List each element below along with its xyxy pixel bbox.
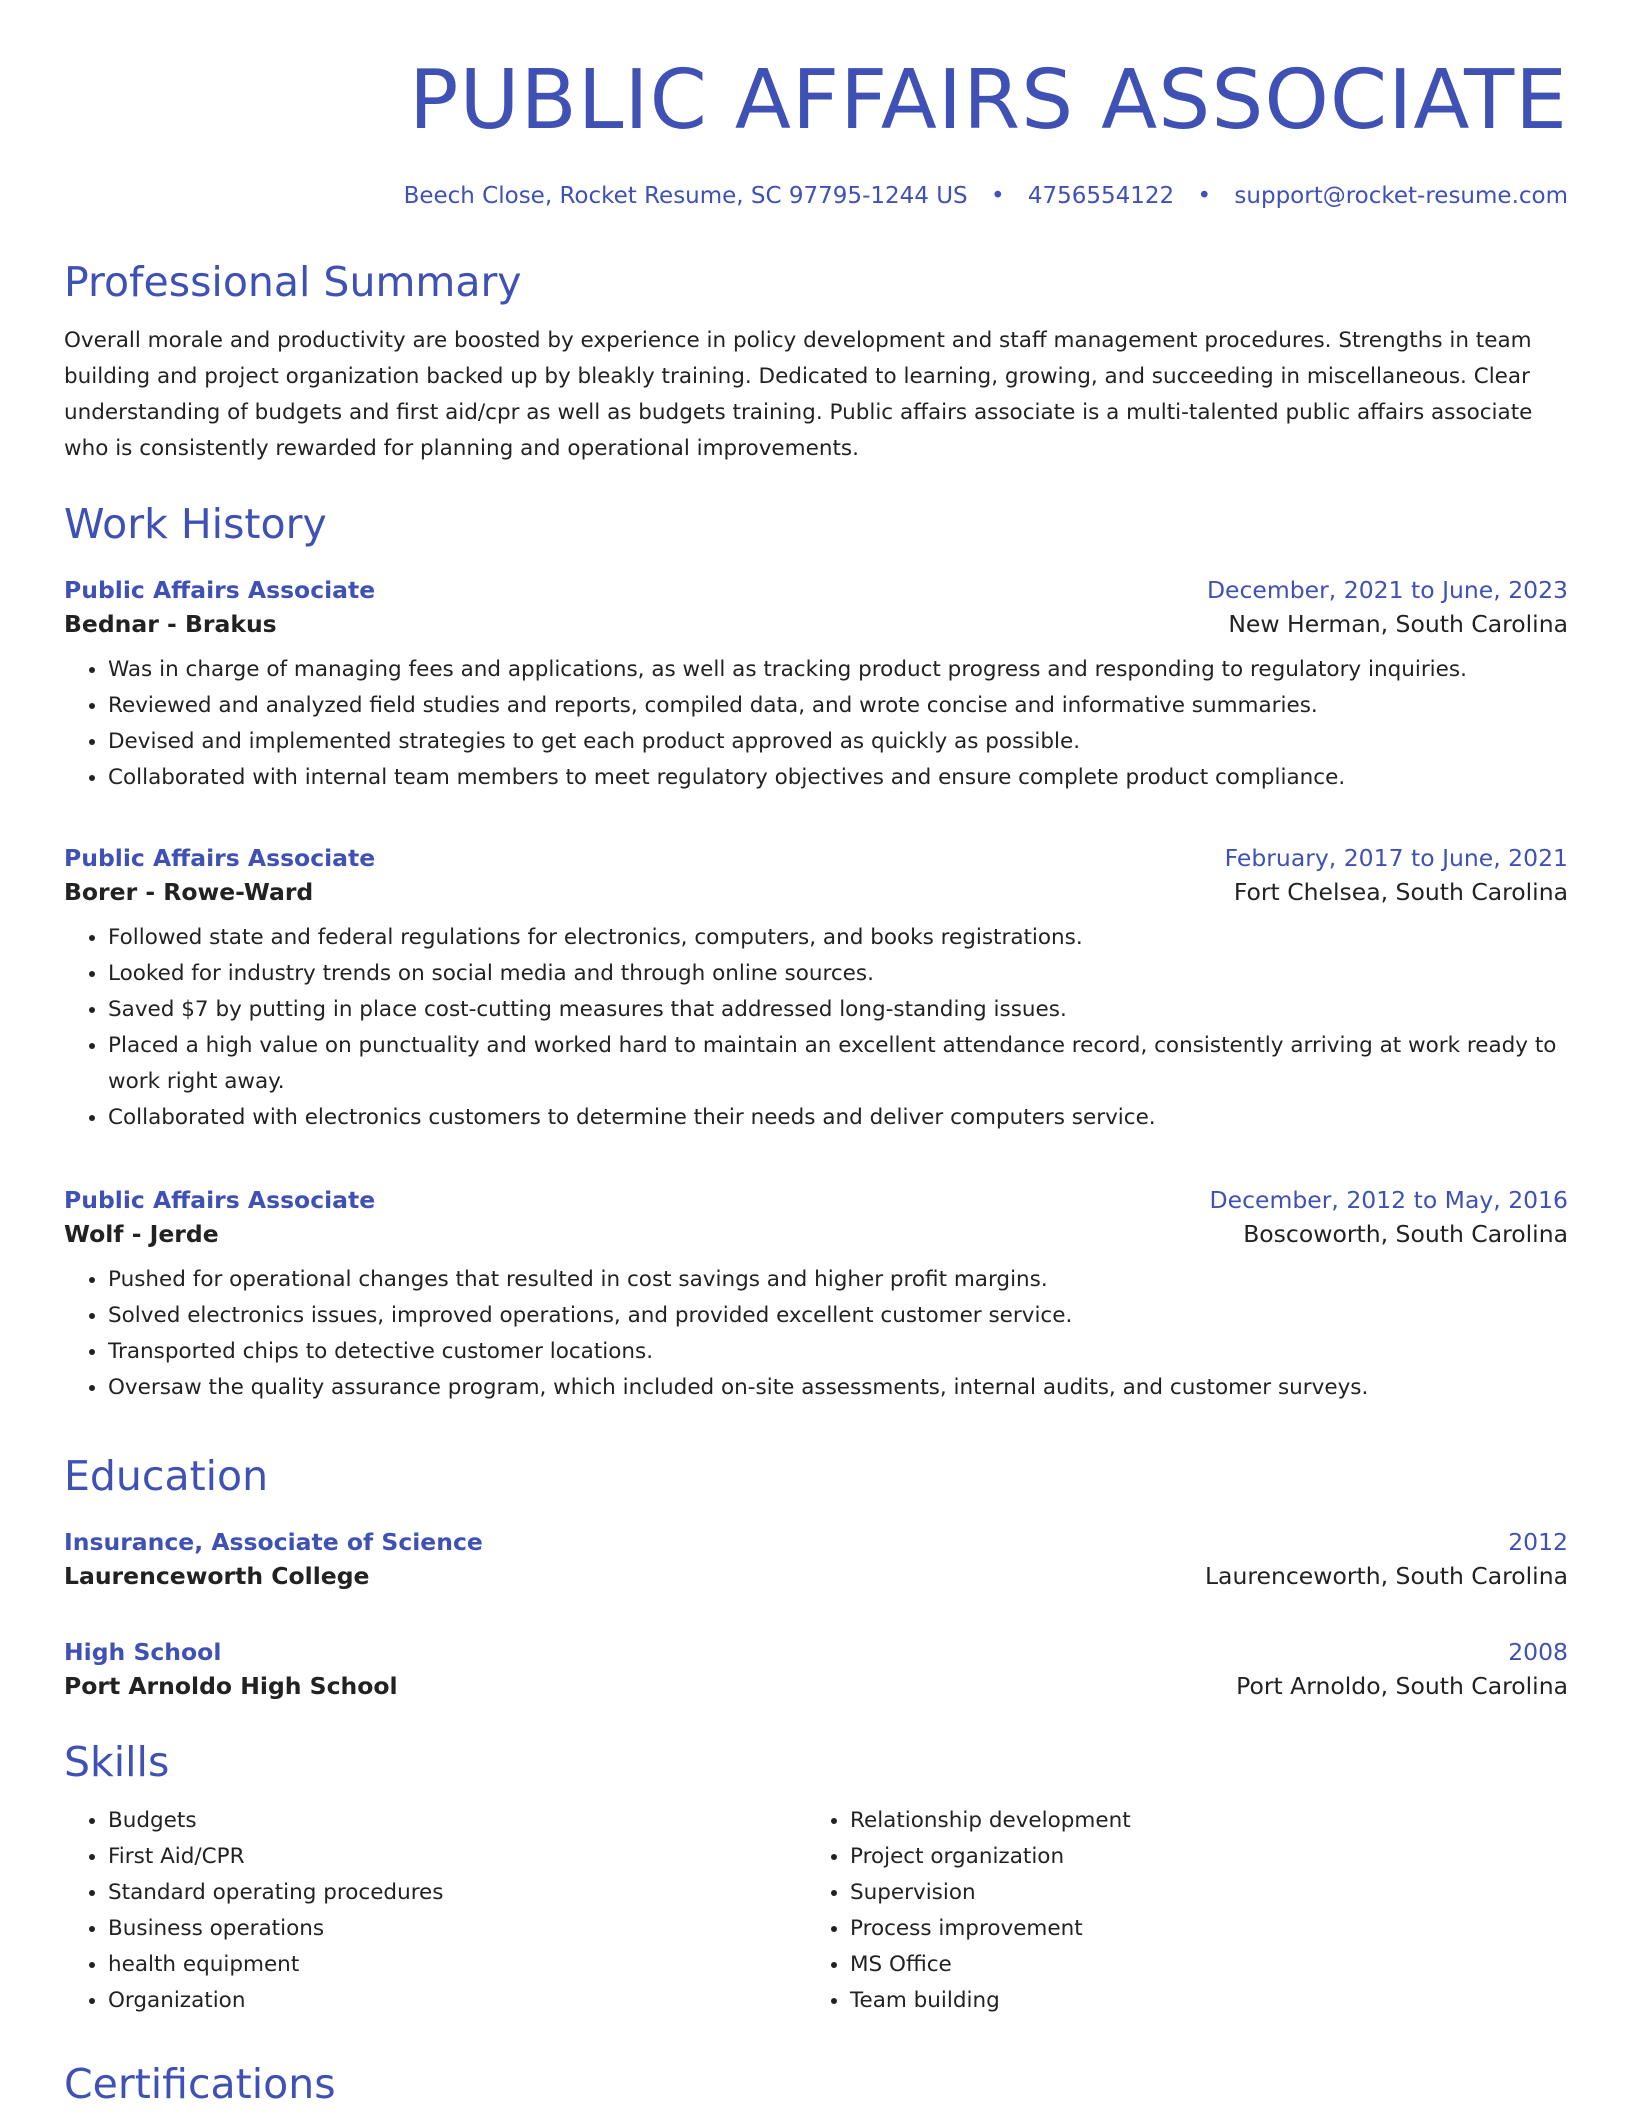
certifications-section: [64, 2060, 1568, 2109]
education-year: 2012: [1508, 1528, 1568, 1556]
job-bullets: [64, 920, 1568, 1136]
contact-address: Beech Close, Rocket Resume, SC 97795-1244 US: [403, 183, 968, 209]
list-item: • Saved $7 by putting in place cost-cutting measures that addressed long-standing issues.: [108, 992, 1568, 1028]
list-item: • Reviewed and analyzed field studies and reports, compiled data, and wrote concise and informative summaries.: [108, 688, 1568, 724]
list-item: • Team building: [850, 1983, 1548, 2019]
list-item: • Pushed for operational changes that resulted in cost savings and higher profit margins.: [108, 1262, 1568, 1298]
list-item: • Supervision: [850, 1875, 1548, 1911]
job-title: Public Affairs Associate: [64, 844, 376, 872]
contact-separator: •: [990, 183, 1005, 209]
skills-list-right: [806, 1803, 1548, 2019]
list-item: • health equipment: [108, 1947, 806, 1983]
education-section: [64, 1452, 1568, 1501]
education-entry: [64, 1528, 1568, 1590]
list-item: • First Aid/CPR: [108, 1839, 806, 1875]
education-year: 2008: [1508, 1638, 1568, 1666]
list-item: • Followed state and federal regulations for electronics, computers, and books registrations.: [108, 920, 1568, 956]
job-entry: [64, 1186, 1568, 1406]
list-item: • Process improvement: [850, 1911, 1548, 1947]
education-header-row: [64, 1638, 1568, 1666]
section-title-skills: Skills: [64, 1738, 170, 1786]
job-company-row: [64, 878, 1568, 906]
list-item: • Placed a high value on punctuality and worked hard to maintain an excellent attendance record, consistently arriving at work ready to work right away.: [108, 1028, 1568, 1100]
job-bullets: [64, 652, 1568, 796]
list-item: • Organization: [108, 1983, 806, 2019]
job-dates: February, 2017 to June, 2021: [1224, 844, 1568, 872]
job-company: Borer - Rowe-Ward: [64, 878, 314, 906]
job-header-row: [64, 576, 1568, 604]
contact-phone[interactable]: 4756554122: [1027, 183, 1175, 209]
skills-list-left: [64, 1803, 806, 2019]
job-location: Boscoworth, South Carolina: [1243, 1220, 1568, 1248]
list-item: • Solved electronics issues, improved operations, and provided excellent customer service.: [108, 1298, 1568, 1334]
job-header-row: [64, 844, 1568, 872]
candidate-name: PUBLIC AFFAIRS ASSOCIATE: [409, 53, 1568, 148]
education-school-row: [64, 1672, 1568, 1700]
education-entry: [64, 1638, 1568, 1700]
list-item: • Business operations: [108, 1911, 806, 1947]
education-school-row: [64, 1562, 1568, 1590]
education-school: Laurenceworth College: [64, 1562, 370, 1590]
job-location: New Herman, South Carolina: [1228, 610, 1568, 638]
job-location: Fort Chelsea, South Carolina: [1233, 878, 1568, 906]
education-school: Port Arnoldo High School: [64, 1672, 398, 1700]
job-header-row: [64, 1186, 1568, 1214]
summary-section: [64, 258, 1568, 467]
skills-section: [64, 1738, 1568, 2019]
contact-separator: •: [1197, 183, 1212, 209]
section-title-education: Education: [64, 1452, 269, 1500]
job-dates: December, 2021 to June, 2023: [1206, 576, 1568, 604]
education-location: Port Arnoldo, South Carolina: [1236, 1672, 1568, 1700]
job-title: Public Affairs Associate: [64, 1186, 376, 1214]
summary-text: Overall morale and productivity are boosted by experience in policy development and staff management procedures. Strengths in team building and project organization backed up by bleakly training. Dedicated to learning, growing, and succeeding in miscellaneous. Clear understanding of budgets and first aid/cpr as well as budgets training. Public affairs associate is a multi-talented public affairs associate who is consistently rewarded for planning and operational improvements.: [64, 328, 1533, 462]
job-title: Public Affairs Associate: [64, 576, 376, 604]
job-company: Wolf - Jerde: [64, 1220, 219, 1248]
list-item: • Looked for industry trends on social media and through online sources.: [108, 956, 1568, 992]
list-item: • Budgets: [108, 1803, 806, 1839]
list-item: • MS Office: [850, 1947, 1548, 1983]
list-item: • Project organization: [850, 1839, 1548, 1875]
contact-line: [64, 180, 1568, 212]
list-item: • Was in charge of managing fees and applications, as well as tracking product progress and responding to regulatory inquiries.: [108, 652, 1568, 688]
job-company: Bednar - Brakus: [64, 610, 277, 638]
list-item: • Standard operating procedures: [108, 1875, 806, 1911]
job-entry: [64, 844, 1568, 1136]
list-item: • Collaborated with electronics customers to determine their needs and deliver computers service.: [108, 1100, 1568, 1136]
section-title-summary: Professional Summary: [64, 258, 522, 306]
skills-grid: [64, 1803, 1568, 2019]
section-title-certifications: Certifications: [64, 2060, 336, 2108]
job-company-row: [64, 610, 1568, 638]
job-entry: [64, 576, 1568, 796]
job-bullets: [64, 1262, 1568, 1406]
education-degree: High School: [64, 1638, 222, 1666]
education-location: Laurenceworth, South Carolina: [1204, 1562, 1568, 1590]
contact-email[interactable]: support@rocket-resume.com: [1234, 183, 1568, 209]
list-item: • Oversaw the quality assurance program, which included on-site assessments, internal audits, and customer surveys.: [108, 1370, 1568, 1406]
list-item: • Transported chips to detective customer locations.: [108, 1334, 1568, 1370]
list-item: • Relationship development: [850, 1803, 1548, 1839]
list-item: • Devised and implemented strategies to get each product approved as quickly as possible.: [108, 724, 1568, 760]
section-title-work-history: Work History: [64, 500, 327, 548]
list-item: • Collaborated with internal team members to meet regulatory objectives and ensure complete product compliance.: [108, 760, 1568, 796]
job-company-row: [64, 1220, 1568, 1248]
education-header-row: [64, 1528, 1568, 1556]
education-degree: Insurance, Associate of Science: [64, 1528, 483, 1556]
job-dates: December, 2012 to May, 2016: [1209, 1186, 1568, 1214]
work-history-section: [64, 500, 1568, 549]
